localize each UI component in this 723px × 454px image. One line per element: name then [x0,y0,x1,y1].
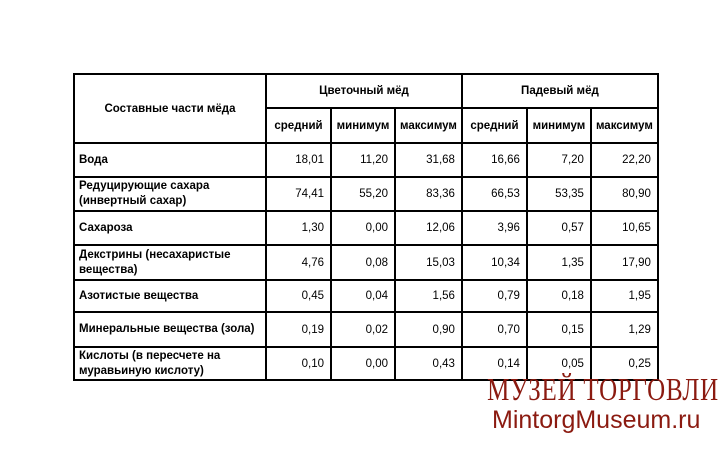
table-cell: 0,15 [527,312,591,347]
table-cell: 80,90 [591,177,658,211]
row-label: Редуцирующие сахара (инвертный сахар) [74,177,266,211]
row-label: Вода [74,143,266,177]
table-cell: 55,20 [331,177,395,211]
table-cell: 53,35 [527,177,591,211]
table-cell: 66,53 [462,177,527,211]
row-label: Сахароза [74,211,266,245]
table-cell: 83,36 [395,177,462,211]
table-cell: 1,56 [395,280,462,312]
table-cell: 17,90 [591,245,658,280]
table-cell: 11,20 [331,143,395,177]
table-row [74,143,658,177]
table-cell: 12,06 [395,211,462,245]
table-row [74,245,658,280]
table-cell: 0,14 [462,347,527,380]
table-cell: 1,95 [591,280,658,312]
header-sub: максимум [395,108,462,143]
table-row [74,177,658,211]
table-cell: 10,34 [462,245,527,280]
table-cell: 3,96 [462,211,527,245]
header-sub: минимум [527,108,591,143]
row-label: Кислоты (в пересчете на муравьиную кислоту) [74,347,266,380]
table-cell: 22,20 [591,143,658,177]
table-cell: 10,65 [591,211,658,245]
row-label: Азотистые вещества [74,280,266,312]
table-cell: 0,04 [331,280,395,312]
header-sub: минимум [331,108,395,143]
row-label: Декстрины (несахаристые вещества) [74,245,266,280]
table-cell: 0,05 [527,347,591,380]
row-label: Минеральные вещества (зола) [74,312,266,347]
table-cell: 7,20 [527,143,591,177]
table-row [74,312,658,347]
table-cell: 0,45 [266,280,331,312]
table-cell: 1,35 [527,245,591,280]
table-cell: 15,03 [395,245,462,280]
table-cell: 0,43 [395,347,462,380]
museum-watermark [470,372,723,434]
header-row-groups [74,74,658,108]
header-components: Составные части мёда [74,74,266,143]
table-cell: 31,68 [395,143,462,177]
header-flower-honey: Цветочный мёд [266,74,462,108]
watermark-url: MintorgMuseum.ru [492,406,701,434]
table-cell: 4,76 [266,245,331,280]
table-cell: 0,70 [462,312,527,347]
table-cell: 0,57 [527,211,591,245]
table-cell: 0,19 [266,312,331,347]
table-cell: 0,00 [331,347,395,380]
header-sub: максимум [591,108,658,143]
table-cell: 74,41 [266,177,331,211]
table-cell: 1,30 [266,211,331,245]
header-sub: средний [462,108,527,143]
table-row [74,211,658,245]
table-cell: 0,08 [331,245,395,280]
table-cell: 18,01 [266,143,331,177]
table-cell: 0,10 [266,347,331,380]
table-cell: 1,29 [591,312,658,347]
header-sub: средний [266,108,331,143]
table-cell: 0,90 [395,312,462,347]
honey-composition-table [73,73,659,381]
table-cell: 0,25 [591,347,658,380]
table-row [74,280,658,312]
table-cell: 0,79 [462,280,527,312]
table-cell: 0,02 [331,312,395,347]
header-honeydew-honey: Падевый мёд [462,74,658,108]
table-cell: 0,18 [527,280,591,312]
watermark-title: МУЗЕЙ ТОРГОВЛИ [487,371,719,407]
table-cell: 16,66 [462,143,527,177]
table-cell: 0,00 [331,211,395,245]
